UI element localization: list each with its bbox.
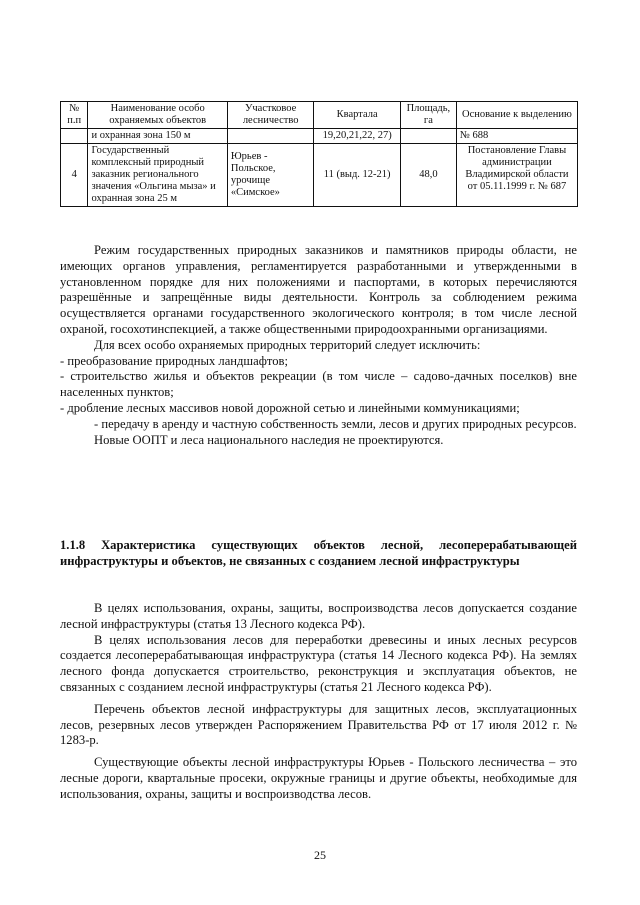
col-header-number: № п.п <box>61 102 88 129</box>
paragraph: Новые ООПТ и леса национального наследия не проектируются. <box>94 432 444 447</box>
paragraph: Перечень объектов лесной инфраструктуры для защитных лесов, эксплуатационных лесов, резервных лесов утвержден Распоряжением Правительства РФ от 17 июля 2012 г. № 1283-р. <box>60 701 577 748</box>
col-header-forestry: Участковое лесничество <box>227 102 314 129</box>
table-row <box>61 144 578 207</box>
col-header-area: Площадь, га <box>400 102 456 129</box>
cell-basis: № 688 <box>456 129 577 144</box>
list-item: - строительство жилья и объектов рекреации (в том числе – садово-дачных поселков) вне населенных пунктов; <box>60 369 577 400</box>
cell-kvartals: 19,20,21,22, 27) <box>314 129 401 144</box>
section-heading-block <box>60 538 577 570</box>
regime-text-block <box>60 243 577 448</box>
cell-forestry <box>227 129 314 144</box>
page-number: 25 <box>314 848 326 862</box>
cell-area <box>400 129 456 144</box>
table-header-row <box>61 102 578 129</box>
infrastructure-text-block <box>60 601 577 803</box>
paragraph: В целях использования, охраны, защиты, воспроизводства лесов допускается создание лесной инфраструктуры (статья 13 Лесного кодекса РФ). <box>60 601 577 631</box>
cell-number <box>61 129 88 144</box>
paragraph: Для всех особо охраняемых природных территорий следует исключить: <box>94 337 481 352</box>
cell-number: 4 <box>61 144 88 207</box>
col-header-name: Наименование особо охраняемых объектов <box>88 102 227 129</box>
cell-forestry: Юрьев - Польское, урочище «Симское» <box>227 144 314 207</box>
cell-kvartals: 11 (выд. 12-21) <box>314 144 401 207</box>
list-item: - передачу в аренду и частную собственность земли, лесов и других природных ресурсов. <box>94 416 577 431</box>
cell-basis: Постановление Главы администрации Владимирской области от 05.11.1999 г. № 687 <box>456 144 577 207</box>
section-heading: 1.1.8 Характеристика существующих объектов лесной, лесоперерабатывающей инфраструктуры и объектов, не связанных с созданием лесной инфраструктуры <box>60 538 577 568</box>
list-item: - дробление лесных массивов новой дорожной сетью и линейными коммуникациями; <box>60 400 520 415</box>
col-header-kvartals: Квартала <box>314 102 401 129</box>
paragraph: В целях использования лесов для переработки древесины и иных лесных ресурсов создается лесоперерабатывающая инфраструктура (статья 14 Лесного кодекса РФ). На землях лесного фонда допускается строительство, реконструкция и эксплуатация объектов, не связанных с созданием лесной инфраструктуры (статья 21 Лесного кодекса РФ). <box>60 632 577 694</box>
list-item: - преобразование природных ландшафтов; <box>60 353 288 368</box>
paragraph: Режим государственных природных заказников и памятников природы области, не имеющих органов управления, регламентируется разработанными и утвержденными в установленном порядке для них положениями и паспортами, в которых перечисляются разрешённые и запрещённые виды деятельности. Контроль за соблюдением режима осуществляется органами государственного экологического контроля; в том числе лесной охраной, госохотинспекцией, а также общественными природоохранными организациями. <box>60 243 577 336</box>
cell-name: Государственный комплексный природный заказник регионального значения «Ольгина мыза» и охранная зона 25 м <box>88 144 227 207</box>
col-header-basis: Основание к выделению <box>456 102 577 129</box>
cell-area: 48,0 <box>400 144 456 207</box>
cell-name: и охранная зона 150 м <box>88 129 227 144</box>
protected-areas-table <box>60 101 578 207</box>
paragraph: Существующие объекты лесной инфраструктуры Юрьев - Польского лесничества – это лесные дороги, квартальные просеки, окружные границы и другие объекты, необходимые для использования, охраны, защиты и воспроизводства лесов. <box>60 755 577 801</box>
table-row <box>61 129 578 144</box>
